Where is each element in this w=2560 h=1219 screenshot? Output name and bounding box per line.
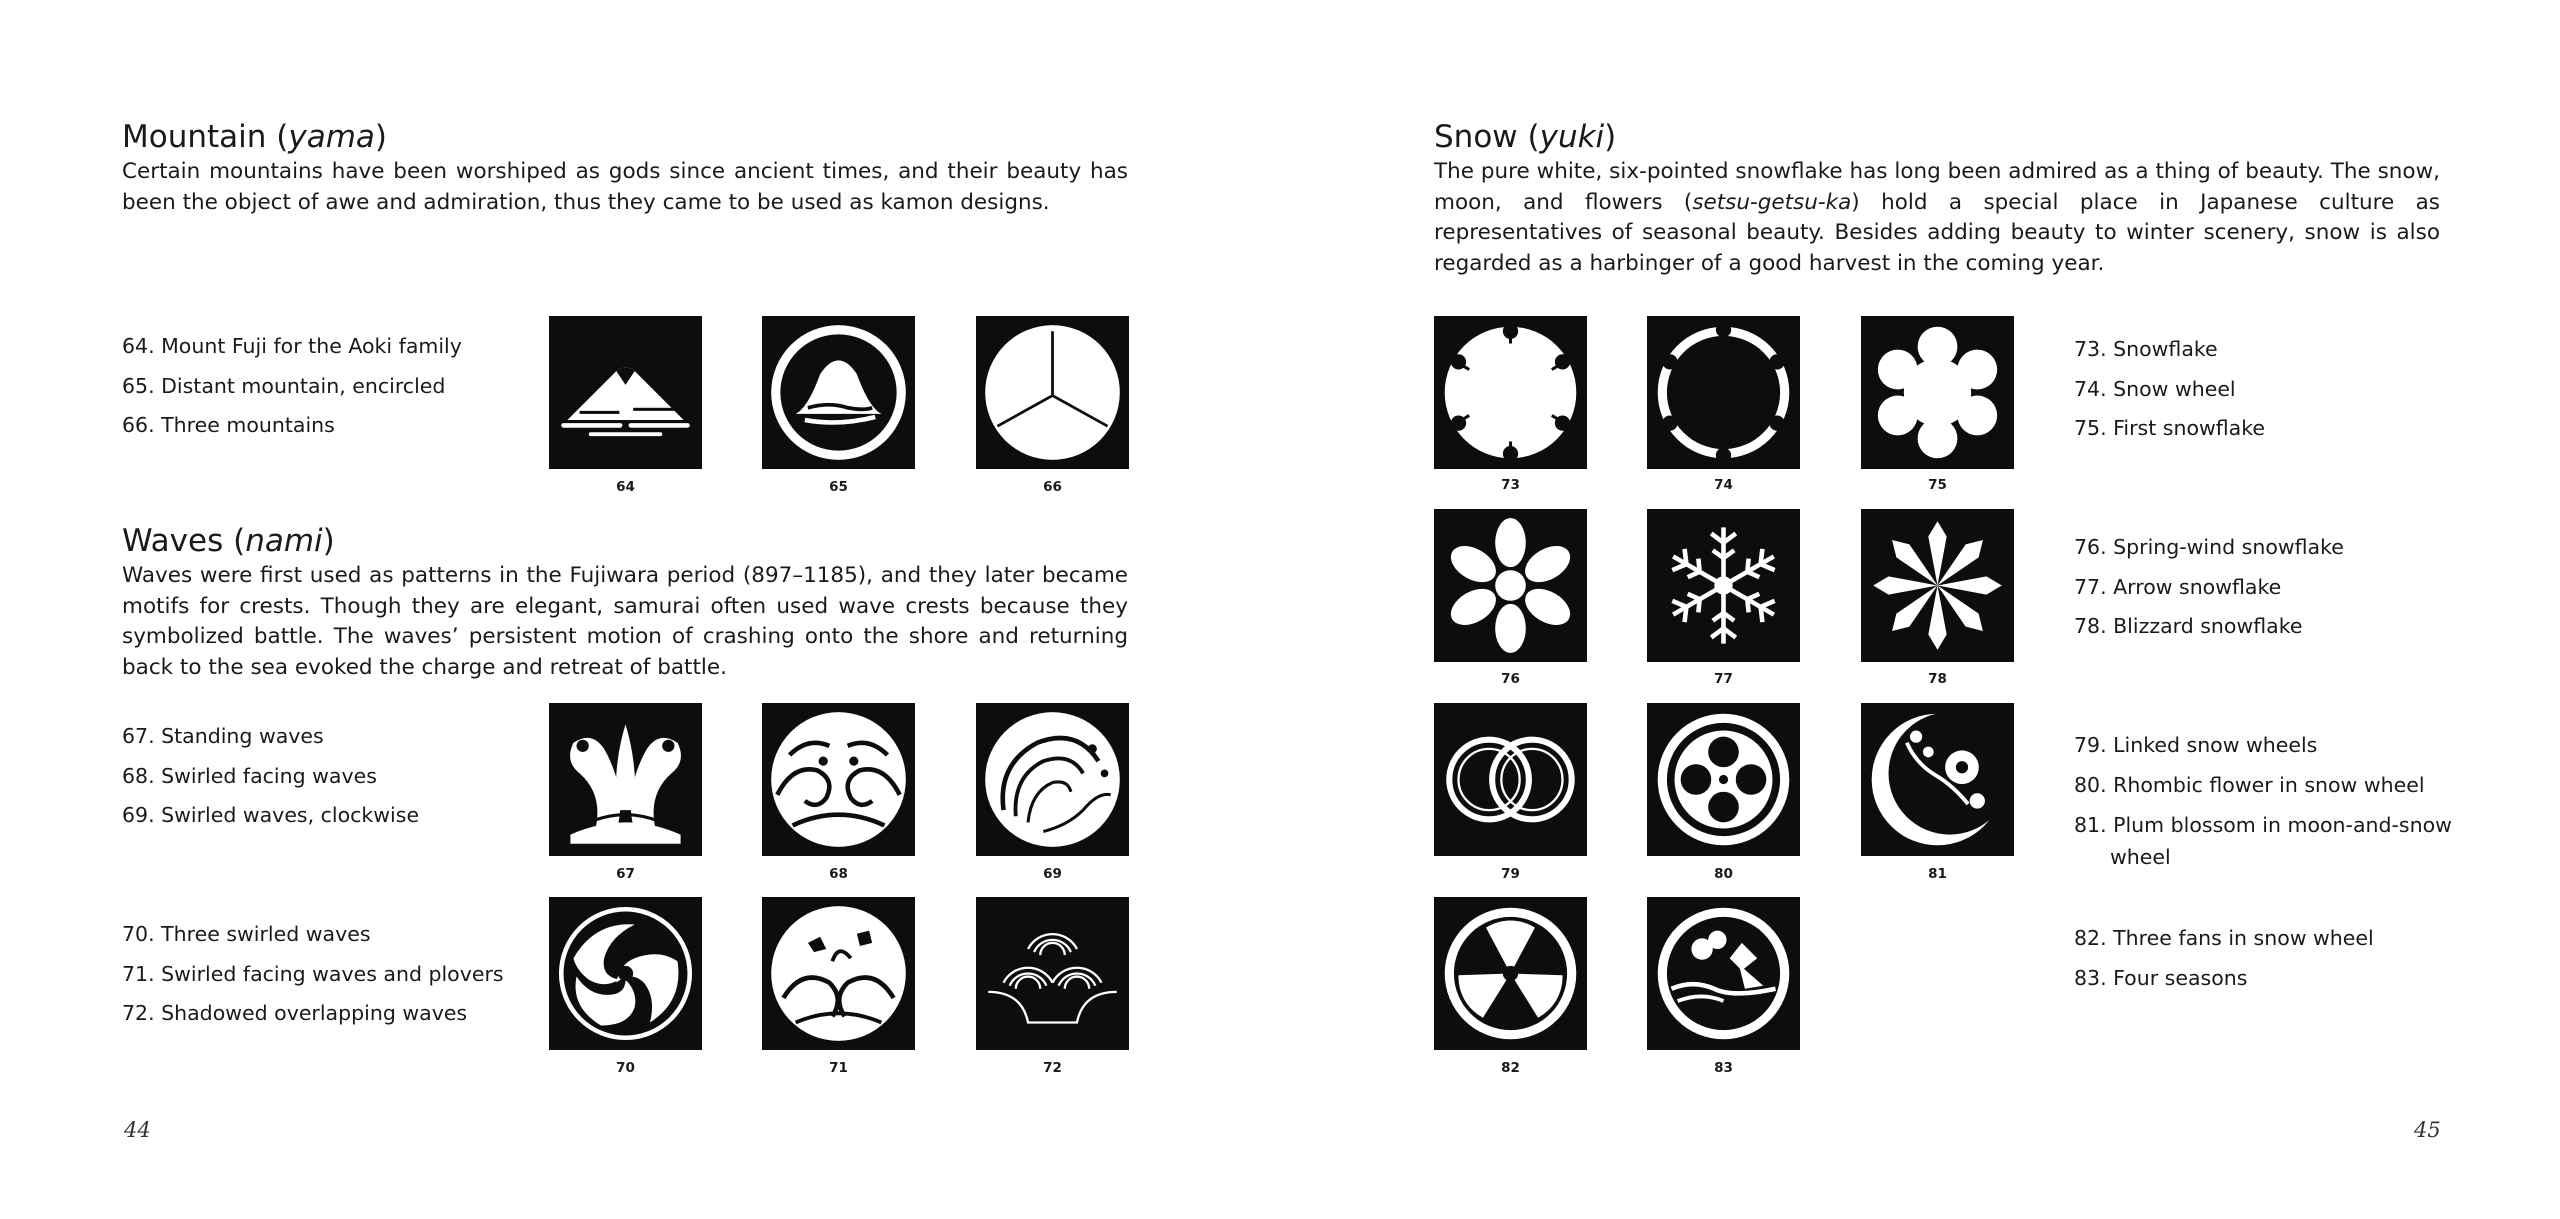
blizzard-snowflake-crest <box>1861 509 2014 662</box>
crest-number-72: 72 <box>1043 1060 1062 1076</box>
crest-number-81: 81 <box>1928 866 1947 882</box>
mountain-heading-end: ) <box>374 119 388 155</box>
caption-69: 69. Swirled waves, clockwise <box>122 803 420 827</box>
waves-heading-end: ) <box>322 523 335 559</box>
waves-heading-italic: nami <box>245 523 323 559</box>
standing-waves-crest <box>549 703 702 856</box>
page-number-left: 44 <box>124 1118 151 1142</box>
snow-heading-end: ) <box>1604 119 1617 155</box>
four-seasons-crest <box>1647 897 1800 1050</box>
caption-78: 78. Blizzard snowflake <box>2074 614 2303 638</box>
waves-captions-a <box>122 717 419 836</box>
caption-81: 81. Plum blossom in moon-and-snow wheel <box>2074 813 2452 869</box>
snow-heading-text: Snow ( <box>1434 119 1540 155</box>
three-mountains-crest <box>976 316 1129 469</box>
waves-and-plovers-crest <box>762 897 915 1050</box>
mountain-heading-text: Mountain ( <box>122 119 289 155</box>
crest-number-82: 82 <box>1501 1060 1520 1076</box>
snow-captions-a <box>2074 330 2265 449</box>
rhombic-flower-snow-wheel-crest <box>1647 703 1800 856</box>
page-number-right: 45 <box>2414 1118 2441 1142</box>
caption-74: 74. Snow wheel <box>2074 376 2236 401</box>
crest-number-74: 74 <box>1714 477 1733 493</box>
caption-80: 80. Rhombic flower in snow wheel <box>2074 772 2425 797</box>
snow-captions-c <box>2074 726 2454 873</box>
snow-body-part-2: ) hold a special place in Japanese culture as representatives of seasonal beauty. Besides adding beauty to winter scenery, snow is also regarded as a harbinger of a good harvest in the coming year. <box>1434 189 2440 276</box>
caption-83: 83. Four seasons <box>2074 965 2248 990</box>
plum-moon-snow-wheel-crest <box>1861 703 2014 856</box>
mountain-body: Certain mountains have been worshiped as gods since ancient times, and their beauty has been the object of awe and admiration, thus they came to be used as kamon designs. <box>122 159 1128 215</box>
spring-wind-snowflake-crest <box>1434 509 1587 662</box>
crest-number-70: 70 <box>616 1060 635 1076</box>
crest-number-71: 71 <box>829 1060 848 1076</box>
swirled-facing-waves-crest <box>762 703 915 856</box>
mountain-heading-italic: yama <box>288 119 375 155</box>
swirled-waves-clockwise-crest <box>976 703 1129 856</box>
crest-number-79: 79 <box>1501 866 1520 882</box>
caption-70: 70. Three swirled waves <box>122 922 371 946</box>
crest-number-67: 67 <box>616 866 635 882</box>
arrow-snowflake-crest <box>1647 509 1800 662</box>
caption-65: 65. Distant mountain, encircled <box>122 373 446 398</box>
caption-66: 66. Three mountains <box>122 413 335 437</box>
crest-number-68: 68 <box>829 866 848 882</box>
caption-72: 72. Shadowed overlapping waves <box>122 1001 468 1025</box>
crest-number-78: 78 <box>1928 671 1947 687</box>
snow-heading <box>1434 118 1616 156</box>
crest-number-69: 69 <box>1043 866 1062 882</box>
three-swirled-waves-crest <box>549 897 702 1050</box>
overlapping-waves-crest <box>976 897 1129 1050</box>
crest-number-73: 73 <box>1501 477 1520 493</box>
mountain-heading <box>122 118 387 156</box>
caption-67: 67. Standing waves <box>122 724 324 748</box>
crest-number-77: 77 <box>1714 671 1733 687</box>
snow-body <box>1434 157 2440 279</box>
waves-heading <box>122 522 335 560</box>
crest-number-66: 66 <box>1043 479 1062 495</box>
crest-number-76: 76 <box>1501 671 1520 687</box>
snow-heading-italic: yuki <box>1539 119 1605 155</box>
snow-body-part-1: The pure white, six-pointed snowflake has long been admired as a thing of beauty. The snow, moon, and flowers ( <box>1434 159 2440 215</box>
crest-number-64: 64 <box>616 479 635 495</box>
snow-captions-d <box>2074 919 2374 998</box>
snowflake-crest <box>1434 316 1587 469</box>
first-snowflake-crest <box>1861 316 2014 469</box>
crest-number-75: 75 <box>1928 477 1947 493</box>
snow-captions-b <box>2074 528 2344 647</box>
linked-snow-wheels-crest <box>1434 703 1587 856</box>
snow-body-italic: setsu-getsu-ka <box>1692 189 1852 215</box>
snow-wheel-crest <box>1647 316 1800 469</box>
mountain-captions <box>122 327 462 446</box>
three-fans-snow-wheel-crest <box>1434 897 1587 1050</box>
crest-number-65: 65 <box>829 479 848 495</box>
crest-number-80: 80 <box>1714 866 1733 882</box>
waves-captions-b <box>122 915 504 1034</box>
caption-73: 73. Snowflake <box>2074 337 2218 361</box>
crest-number-83: 83 <box>1714 1060 1733 1076</box>
distant-mountain-encircled-crest <box>762 316 915 469</box>
waves-body: Waves were first used as patterns in the Fujiwara period (897–1185), and they later became motifs for crests. Though they are elegant, samurai often used wave crests because they symbolized battle. The waves’ persistent motion of crashing onto the shore and returning back to the sea evoked the charge and retreat of battle. <box>122 563 1128 680</box>
caption-68: 68. Swirled facing waves <box>122 763 377 788</box>
caption-82: 82. Three fans in snow wheel <box>2074 926 2374 950</box>
caption-64: 64. Mount Fuji for the Aoki family <box>122 334 462 358</box>
caption-75: 75. First snowflake <box>2074 416 2265 440</box>
waves-heading-text: Waves ( <box>122 523 246 559</box>
caption-76: 76. Spring-wind snowflake <box>2074 535 2344 559</box>
mount-fuji-crest <box>549 316 702 469</box>
caption-77: 77. Arrow snowflake <box>2074 574 2282 599</box>
caption-71: 71. Swirled facing waves and plovers <box>122 961 504 986</box>
caption-79: 79. Linked snow wheels <box>2074 733 2318 757</box>
